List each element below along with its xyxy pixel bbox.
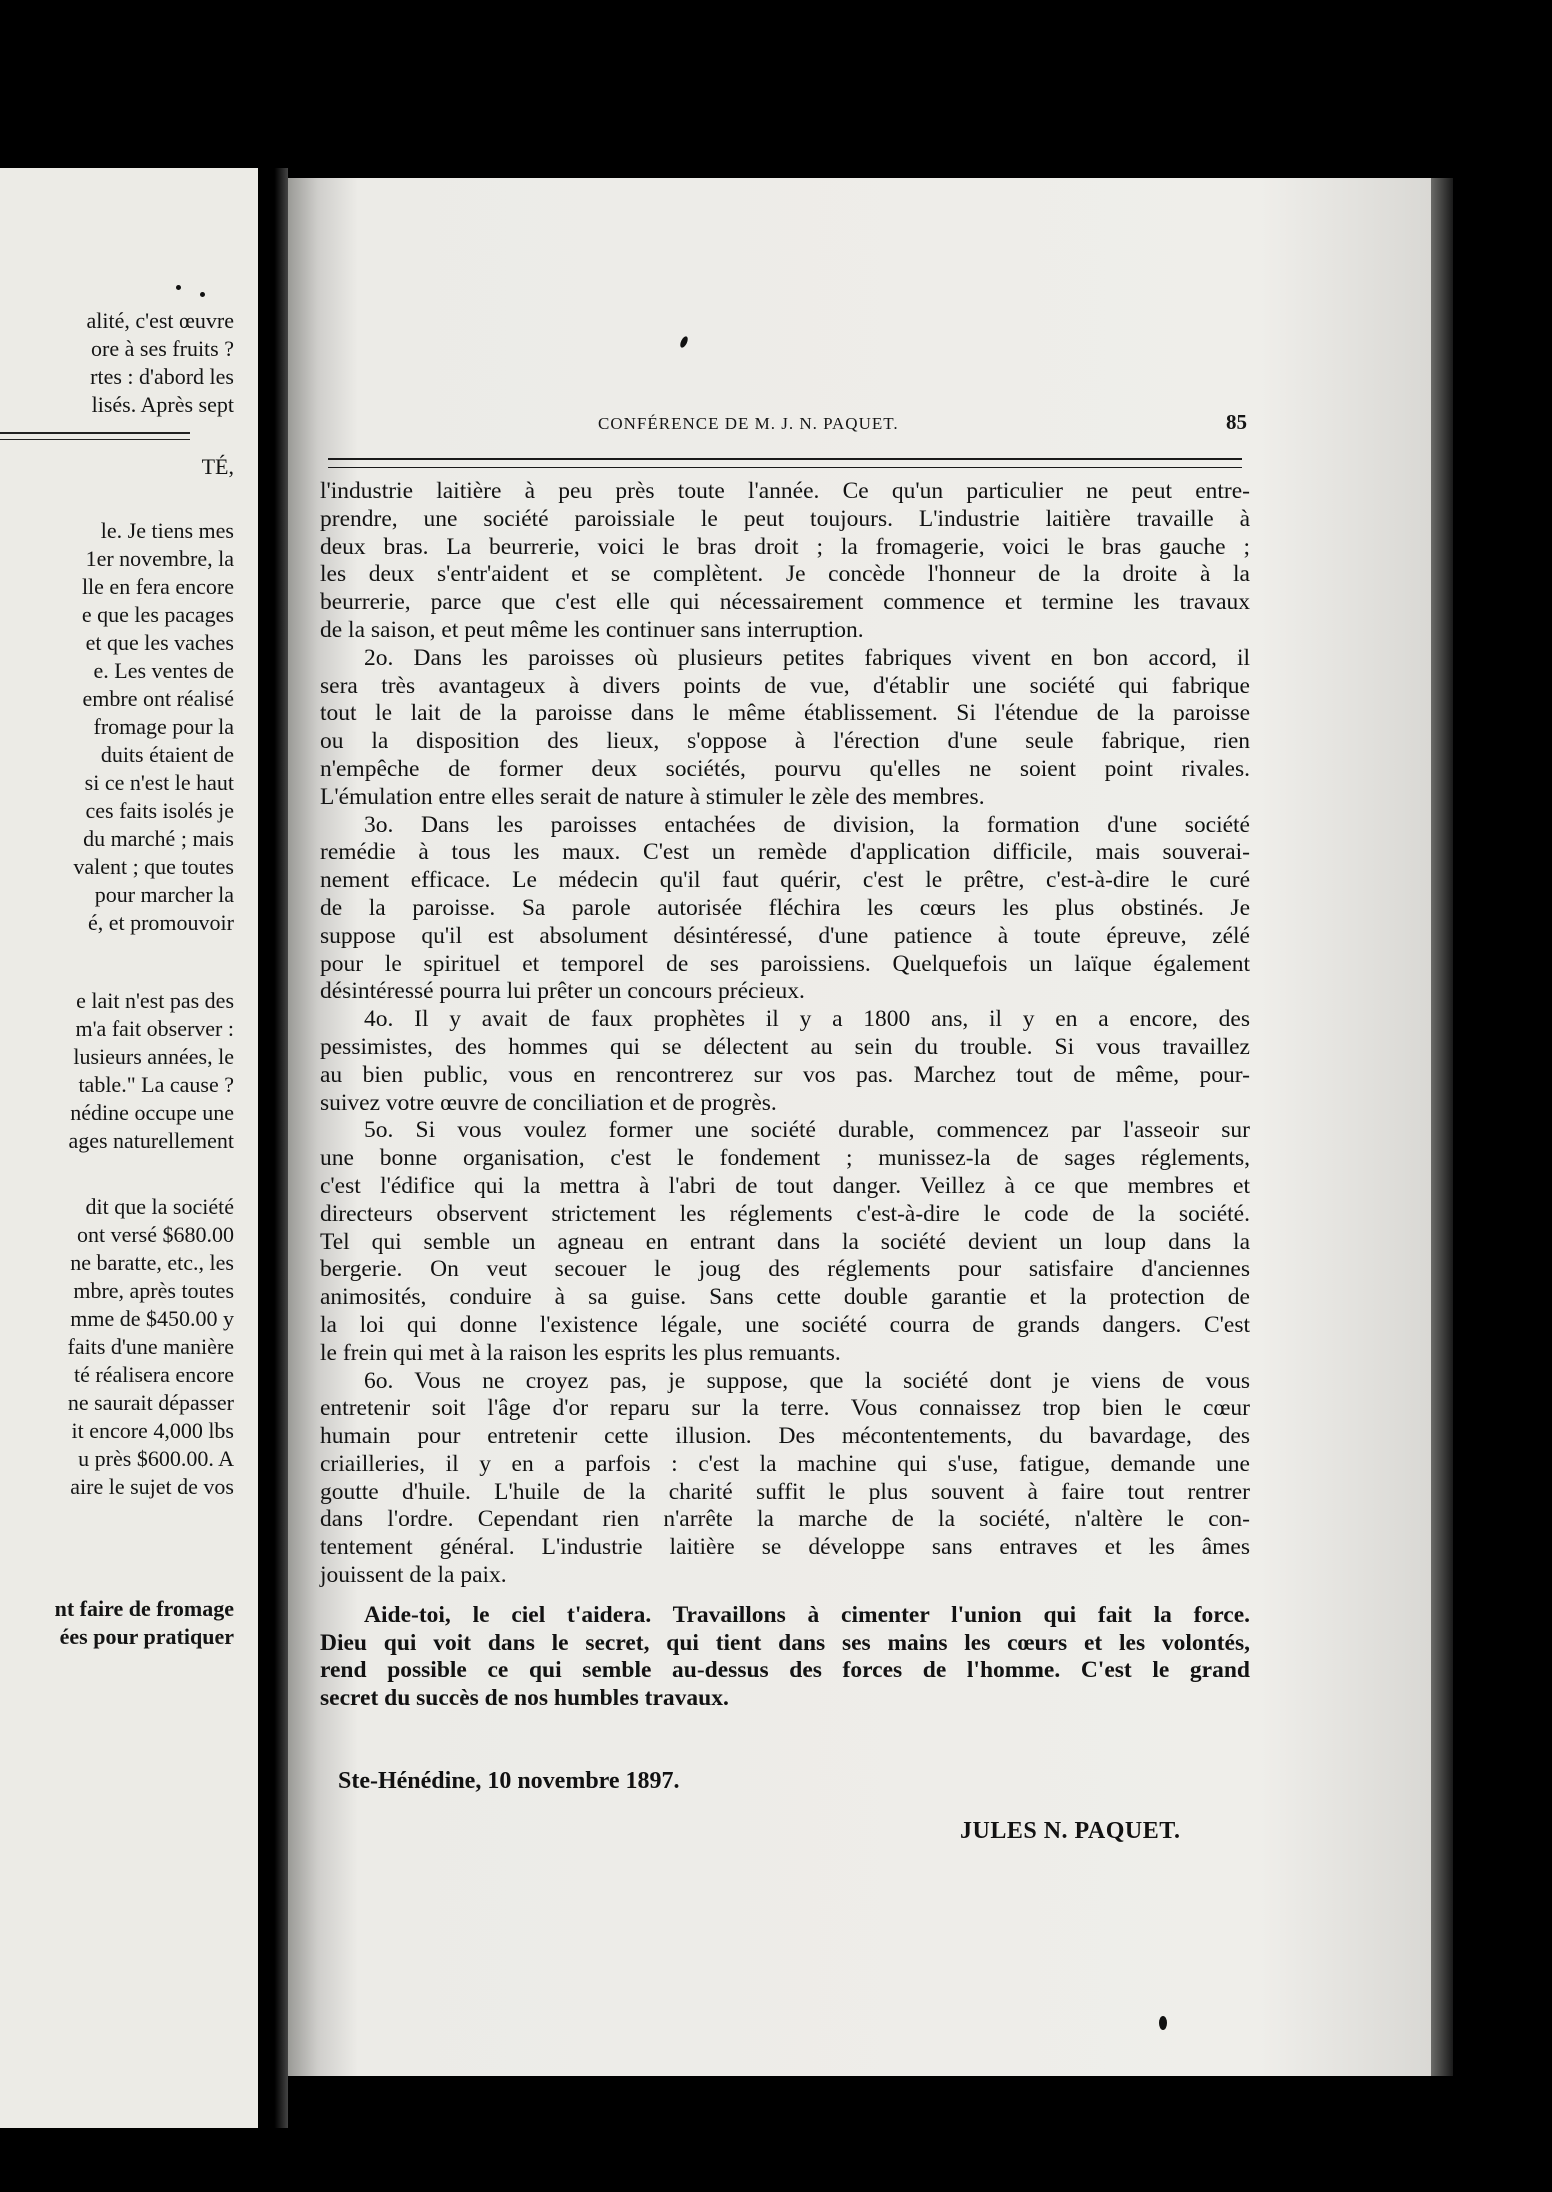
previous-page-line: é, et promouvoir <box>87 910 234 935</box>
previous-page-line: lusieurs années, le <box>73 1044 234 1069</box>
previous-page-line: table." La cause ? <box>78 1072 234 1097</box>
body-text-line: Aide-toi, le ciel t'aidera. Travaillons à cimenter l'union qui fait la force. <box>364 1601 1250 1628</box>
previous-page-line: duits étaient de <box>100 742 234 767</box>
previous-page-line: ées pour pratiquer <box>59 1624 234 1649</box>
previous-page-line: valent ; que toutes <box>73 854 234 879</box>
body-text-line: au bien public, vous en rencontrerez sur vos pas. Marchez tout de même, pour- <box>320 1061 1250 1088</box>
body-text-line: suppose qu'il est absolument désintéressé, d'une patience à toute épreuve, zélé <box>320 922 1250 949</box>
body-text-line: 6o. Vous ne croyez pas, je suppose, que la société dont je viens de vous <box>364 1367 1250 1394</box>
previous-page-line: aire le sujet de vos <box>70 1474 234 1499</box>
body-text-line: désintéressé pourra lui prêter un concours précieux. <box>320 978 805 1005</box>
body-text-line: la loi qui donne l'existence légale, une société courra de grands dangers. C'est <box>320 1311 1250 1338</box>
body-text-line: c'est l'édifice qui la mettra à l'abri de tout danger. Veillez à ce que membres et <box>320 1172 1250 1199</box>
body-text-line: secret du succès de nos humbles travaux. <box>320 1685 729 1712</box>
body-text-line: tentement général. L'industrie laitière se développe sans entraves et les âmes <box>320 1534 1250 1561</box>
previous-page-line: pour marcher la <box>94 882 234 907</box>
body-text-line: 2o. Dans les paroisses où plusieurs petites fabriques vivent en bon accord, il <box>364 644 1250 671</box>
body-text-line: 3o. Dans les paroisses entachées de division, la formation d'une société <box>364 811 1250 838</box>
previous-page-line: lle en fera encore <box>81 574 234 599</box>
body-text-line: Tel qui semble un agneau en entrant dans la société devient un loup dans la <box>320 1228 1250 1255</box>
previous-page-line: fromage pour la <box>93 714 234 739</box>
previous-page-line: faits d'une manière <box>67 1334 234 1359</box>
previous-page-line: it encore 4,000 lbs <box>71 1418 234 1443</box>
previous-page-line: 1er novembre, la <box>85 546 234 571</box>
previous-page-header-rule <box>0 432 190 440</box>
previous-page-line: e lait n'est pas des <box>76 988 234 1013</box>
previous-page-line: e que les pacages <box>81 602 234 627</box>
page-edge-shadow <box>1431 178 1453 2076</box>
previous-page-line: mbre, après toutes <box>73 1278 234 1303</box>
body-text-line: 4o. Il y avait de faux prophètes il y a 1800 ans, il y en a encore, des <box>364 1006 1250 1033</box>
body-text-line: une bonne organisation, c'est le fondement ; munissez-la de sages réglements, <box>320 1145 1250 1172</box>
body-text-line: pour le spirituel et temporel de ses paroissiens. Quelquefois un laïque également <box>320 950 1250 977</box>
previous-page-line: dit que la société <box>85 1194 234 1219</box>
previous-page-line: mme de $450.00 y <box>70 1306 234 1331</box>
body-text-line: sera très avantageux à divers points de vue, d'établir une société qui fabrique <box>320 672 1250 699</box>
body-text-line: directeurs observent strictement les réglements c'est-à-dire le code de la société. <box>320 1200 1250 1227</box>
body-text-line: les deux s'entr'aident et se complètent. Je concède l'honneur de la droite à la <box>320 561 1250 588</box>
body-text-line: suivez votre œuvre de conciliation et de progrès. <box>320 1089 777 1116</box>
body-text-line: humain pour entretenir cette illusion. Des mécontentements, du bavardage, des <box>320 1423 1250 1450</box>
previous-page-line: TÉ, <box>201 454 234 479</box>
body-text-line: remédie à tous les maux. C'est un remède d'application difficile, mais souverai- <box>320 839 1250 866</box>
previous-page-line: et que les vaches <box>85 630 234 655</box>
previous-page-line: ages naturellement <box>68 1128 234 1153</box>
scan-speck <box>200 292 205 297</box>
previous-page-line: u près $600.00. A <box>78 1446 234 1471</box>
previous-page-line: ne saurait dépasser <box>67 1390 234 1415</box>
previous-page-line: embre ont réalisé <box>82 686 234 711</box>
body-text-line: prendre, une société paroissiale le peut toujours. L'industrie laitière travaille à <box>320 505 1250 532</box>
scan-speck <box>1159 2016 1167 2030</box>
body-text-line: dans l'ordre. Cependant rien n'arrête la marche de la société, n'altère le con- <box>320 1506 1250 1533</box>
body-text-line: n'empêche de former deux sociétés, pourvu qu'elles ne soient point rivales. <box>320 755 1250 782</box>
paragraph-gap <box>320 1590 1250 1602</box>
previous-page-line: nédine occupe une <box>70 1100 234 1125</box>
previous-page-line: m'a fait observer : <box>75 1016 234 1041</box>
previous-page-line: nt faire de fromage <box>54 1596 234 1621</box>
previous-page-line: ces faits isolés je <box>85 798 234 823</box>
body-text-line: de la saison, et peut même les continuer sans interruption. <box>320 616 864 643</box>
body-text-line: 5o. Si vous voulez former une société durable, commencez par l'asseoir sur <box>364 1117 1250 1144</box>
book-spine-shadow <box>258 168 288 2128</box>
previous-page-fragment <box>0 168 258 2128</box>
previous-page-line: si ce n'est le haut <box>84 770 234 795</box>
body-text-line: jouissent de la paix. <box>320 1562 507 1589</box>
previous-page-line: le. Je tiens mes <box>100 518 234 543</box>
previous-page-line: ont versé $680.00 <box>76 1222 234 1247</box>
body-text-line: rend possible ce qui semble au-dessus des forces de l'homme. C'est le grand <box>320 1657 1250 1684</box>
body-text-line: l'industrie laitière à peu près toute l'année. Ce qu'un particulier ne peut entre- <box>320 478 1250 504</box>
body-text-line: de la paroisse. Sa parole autorisée fléchira les cœurs les plus obstinés. Je <box>320 894 1250 921</box>
previous-page-line: rtes : d'abord les <box>90 364 234 389</box>
body-text-line: Dieu qui voit dans le secret, qui tient dans ses mains les cœurs et les volontés, <box>320 1629 1250 1656</box>
previous-page-line: té réalisera encore <box>74 1362 234 1387</box>
body-text-line: le frein qui met à la raison les esprits les plus remuants. <box>320 1339 841 1366</box>
body-text-line: bergerie. On veut secouer le joug des réglements pour satisfaire d'anciennes <box>320 1256 1250 1283</box>
page-number: 85 <box>1226 410 1247 434</box>
previous-page-line: e. Les ventes de <box>93 658 234 683</box>
page-body-text <box>320 478 1250 1713</box>
previous-page-line: lisés. Après sept <box>91 392 234 417</box>
body-text-line: deux bras. La beurrerie, voici le bras droit ; la fromagerie, voici le bras gauche ; <box>320 533 1250 560</box>
header-rule <box>328 458 1242 468</box>
body-text-line: beurrerie, parce que c'est elle qui nécessairement commence et termine les travaux <box>320 589 1250 616</box>
running-head: CONFÉRENCE DE M. J. N. PAQUET. <box>598 414 899 433</box>
previous-page-line: du marché ; mais <box>83 826 234 851</box>
body-text-line: criailleries, il y en a parfois : c'est la machine qui s'use, fatigue, demande une <box>320 1450 1250 1477</box>
previous-page-line: ore à ses fruits ? <box>91 336 234 361</box>
scan-speck <box>176 285 181 290</box>
body-text-line: L'émulation entre elles serait de nature à stimuler le zèle des membres. <box>320 783 985 810</box>
body-text-line: animosités, conduire à sa guise. Sans cette double garantie et la protection de <box>320 1284 1250 1311</box>
body-text-line: pessimistes, des hommes qui se délectent au sein du trouble. Si vous travaillez <box>320 1033 1250 1060</box>
author-signature: JULES N. PAQUET. <box>960 1818 1181 1844</box>
body-text-line: goutte d'huile. L'huile de la charité suffit le plus souvent à faire tout rentrer <box>320 1478 1250 1505</box>
body-text-line: entretenir soit l'âge d'or reparu sur la terre. Vous connaissez trop bien le cœur <box>320 1395 1250 1422</box>
previous-page-line: alité, c'est œuvre <box>86 308 234 333</box>
body-text-line: ou la disposition des lieux, s'oppose à l'érection d'une seule fabrique, rien <box>320 728 1250 755</box>
body-text-line: nement efficace. Le médecin qu'il faut quérir, c'est le prêtre, c'est-à-dire le curé <box>320 867 1250 894</box>
previous-page-line: ne baratte, etc., les <box>70 1250 234 1275</box>
place-and-date: Ste-Hénédine, 10 novembre 1897. <box>338 1768 680 1794</box>
body-text-line: tout le lait de la paroisse dans le même établissement. Si l'étendue de la paroisse <box>320 700 1250 727</box>
